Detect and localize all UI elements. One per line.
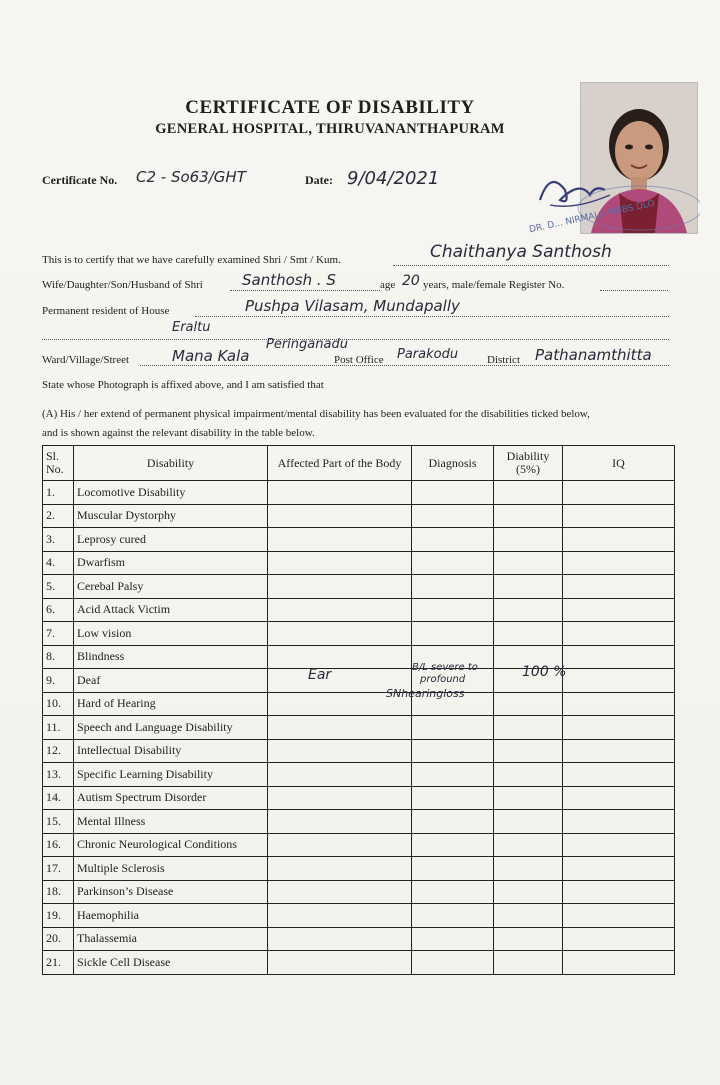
row-percent [494, 880, 563, 904]
row-number: 1. [43, 481, 74, 505]
row-percent [494, 692, 563, 716]
row-affected-part [268, 622, 412, 646]
date-label: Date: [305, 173, 333, 187]
row-affected-part [268, 739, 412, 763]
row-iq [563, 669, 675, 693]
row-disability-name: Low vision [74, 622, 268, 646]
table-row [43, 575, 675, 599]
row-affected-part [268, 833, 412, 857]
row-iq [563, 739, 675, 763]
applicant-name: Chaithanya Santhosh [430, 242, 612, 262]
header-disability-percent: Diability (5%) [494, 446, 563, 481]
row-iq [563, 528, 675, 552]
row-percent [494, 904, 563, 928]
row-iq [563, 598, 675, 622]
table-row [43, 927, 675, 951]
row-affected-part [268, 904, 412, 928]
row-affected-part [268, 645, 412, 669]
row-number: 11. [43, 716, 74, 740]
post-office-value: Peringanadu [266, 337, 348, 352]
table-row [43, 880, 675, 904]
row-iq [563, 763, 675, 787]
row-iq [563, 951, 675, 975]
row-number: 12. [43, 739, 74, 763]
house-value: Pushpa Vilasam, Mundapally [245, 297, 460, 315]
row-number: 7. [43, 622, 74, 646]
row-iq [563, 551, 675, 575]
row-diagnosis [412, 481, 494, 505]
row-percent [494, 810, 563, 834]
row-diagnosis [412, 551, 494, 575]
district-label: District [487, 354, 520, 366]
row-disability-name: Muscular Dystorphy [74, 504, 268, 528]
row-percent [494, 857, 563, 881]
table-row [43, 692, 675, 716]
name-dots [393, 265, 669, 266]
row-number: 2. [43, 504, 74, 528]
header-affected-part: Affected Part of the Body [268, 446, 412, 481]
address-dots [42, 339, 669, 340]
ward-label: Ward/Village/Street [42, 354, 130, 366]
row-disability-name: Locomotive Disability [74, 481, 268, 505]
ward-value: Mana Kala [172, 347, 250, 365]
row-affected-part [268, 927, 412, 951]
row-disability-name: Leprosy cured [74, 528, 268, 552]
table-row [43, 951, 675, 975]
table-row [43, 833, 675, 857]
row-disability-name: Multiple Sclerosis [74, 857, 268, 881]
row-number: 19. [43, 904, 74, 928]
deaf-percent: 100 % [522, 664, 567, 680]
row-diagnosis [412, 951, 494, 975]
row-affected-part [268, 528, 412, 552]
row-iq [563, 880, 675, 904]
header-diagnosis: Diagnosis [412, 446, 494, 481]
deaf-diagnosis-line2: profound [420, 674, 466, 685]
address-line-value: Eraltu [172, 320, 211, 335]
row-diagnosis [412, 575, 494, 599]
row-number: 5. [43, 575, 74, 599]
table-row [43, 904, 675, 928]
evaluation-statement: (A) His / her extend of permanent physical impairment/mental disability has been evaluated for the disabilities ticked below, [42, 408, 590, 420]
certify-label: This is to certify that we have carefully examined Shri / Smt / Kum. [42, 254, 341, 266]
row-diagnosis [412, 904, 494, 928]
row-affected-part [268, 951, 412, 975]
table-row [43, 669, 675, 693]
row-percent [494, 786, 563, 810]
row-iq [563, 857, 675, 881]
row-percent [494, 504, 563, 528]
deaf-diagnosis-line3: SNhearingloss [386, 687, 465, 700]
row-iq [563, 716, 675, 740]
table-row [43, 622, 675, 646]
row-diagnosis [412, 598, 494, 622]
row-disability-name: Specific Learning Disability [74, 763, 268, 787]
row-disability-name: Sickle Cell Disease [74, 951, 268, 975]
row-diagnosis [412, 622, 494, 646]
certificate-number-label: Certificate No. [42, 173, 118, 187]
row-affected-part [268, 716, 412, 740]
row-affected-part [268, 857, 412, 881]
row-number: 4. [43, 551, 74, 575]
row-disability-name: Mental Illness [74, 810, 268, 834]
disability-table [42, 445, 675, 975]
row-affected-part [268, 880, 412, 904]
date-value: 9/04/2021 [347, 168, 440, 189]
row-number: 14. [43, 786, 74, 810]
row-percent [494, 927, 563, 951]
certificate-title: CERTIFICATE OF DISABILITY [185, 97, 475, 118]
parent-name: Santhosh . S [242, 271, 336, 289]
row-percent [494, 551, 563, 575]
row-disability-name: Autism Spectrum Disorder [74, 786, 268, 810]
row-percent [494, 833, 563, 857]
row-affected-part [268, 575, 412, 599]
table-row [43, 504, 675, 528]
table-row [43, 763, 675, 787]
row-number: 18. [43, 880, 74, 904]
row-number: 21. [43, 951, 74, 975]
row-percent [494, 763, 563, 787]
row-number: 13. [43, 763, 74, 787]
header-iq: IQ [563, 446, 675, 481]
parent-dots [230, 290, 380, 291]
row-percent [494, 739, 563, 763]
table-row [43, 716, 675, 740]
district-prefix-value: Parakodu [397, 347, 459, 362]
table-row [43, 786, 675, 810]
row-diagnosis [412, 927, 494, 951]
photo-statement: State whose Photograph is affixed above, and I am satisfied that [42, 379, 324, 391]
row-disability-name: Cerebal Palsy [74, 575, 268, 599]
row-affected-part [268, 598, 412, 622]
deaf-affected-part: Ear [308, 667, 332, 683]
header-disability: Disability [74, 446, 268, 481]
relation-label: Wife/Daughter/Son/Husband of Shri [42, 279, 203, 291]
row-iq [563, 481, 675, 505]
row-disability-name: Intellectual Disability [74, 739, 268, 763]
row-number: 10. [43, 692, 74, 716]
house-dots [195, 316, 669, 317]
hospital-name: GENERAL HOSPITAL, THIRUVANANTHAPURAM [155, 121, 505, 137]
certificate-number-value: C2 - So63/GHT [136, 168, 246, 186]
row-diagnosis [412, 739, 494, 763]
register-dots [600, 290, 668, 291]
table-row [43, 598, 675, 622]
age-value: 20 [402, 273, 420, 289]
row-number: 3. [43, 528, 74, 552]
table-row [43, 481, 675, 505]
evaluation-statement-cont: and is shown against the relevant disability in the table below. [42, 427, 315, 439]
row-diagnosis [412, 857, 494, 881]
row-iq [563, 504, 675, 528]
row-affected-part [268, 504, 412, 528]
table-row [43, 528, 675, 552]
row-iq [563, 927, 675, 951]
table-row [43, 739, 675, 763]
doctor-stamp [520, 160, 700, 235]
row-number: 17. [43, 857, 74, 881]
row-number: 20. [43, 927, 74, 951]
row-diagnosis [412, 763, 494, 787]
deaf-diagnosis-line1: B/L severe to [412, 662, 478, 673]
table-row [43, 857, 675, 881]
row-percent [494, 528, 563, 552]
row-iq [563, 904, 675, 928]
row-diagnosis [412, 833, 494, 857]
row-affected-part [268, 481, 412, 505]
row-disability-name: Haemophilia [74, 904, 268, 928]
row-disability-name: Speech and Language Disability [74, 716, 268, 740]
row-affected-part [268, 551, 412, 575]
row-number: 15. [43, 810, 74, 834]
row-diagnosis [412, 880, 494, 904]
row-percent [494, 622, 563, 646]
post-office-label: Post Office [334, 354, 384, 366]
table-row [43, 645, 675, 669]
row-affected-part [268, 763, 412, 787]
row-number: 6. [43, 598, 74, 622]
row-percent [494, 598, 563, 622]
row-diagnosis [412, 504, 494, 528]
age-label: age [380, 279, 396, 291]
row-iq [563, 786, 675, 810]
stamp-text: DR. D... NIRMALA MBBS DLO [528, 198, 656, 236]
row-iq [563, 575, 675, 599]
row-percent [494, 716, 563, 740]
row-iq [563, 645, 675, 669]
row-disability-name: Blindness [74, 645, 268, 669]
age-suffix: years, male/female Register No. [423, 279, 565, 291]
row-percent [494, 575, 563, 599]
row-number: 16. [43, 833, 74, 857]
row-disability-name: Hard of Hearing [74, 692, 268, 716]
row-disability-name: Chronic Neurological Conditions [74, 833, 268, 857]
row-disability-name: Acid Attack Victim [74, 598, 268, 622]
row-iq [563, 622, 675, 646]
table-header-row [43, 446, 675, 481]
row-diagnosis [412, 716, 494, 740]
row-iq [563, 833, 675, 857]
row-disability-name: Thalassemia [74, 927, 268, 951]
row-percent [494, 481, 563, 505]
header-sl-no: Sl. No. [43, 446, 74, 481]
row-disability-name: Parkinson’s Disease [74, 880, 268, 904]
table-row [43, 810, 675, 834]
row-number: 8. [43, 645, 74, 669]
resident-label: Permanent resident of House [42, 305, 170, 317]
row-iq [563, 810, 675, 834]
row-disability-name: Deaf [74, 669, 268, 693]
ward-dots [140, 365, 669, 366]
row-affected-part [268, 810, 412, 834]
row-diagnosis [412, 528, 494, 552]
row-diagnosis [412, 810, 494, 834]
row-number: 9. [43, 669, 74, 693]
row-affected-part [268, 786, 412, 810]
row-percent [494, 951, 563, 975]
row-iq [563, 692, 675, 716]
row-disability-name: Dwarfism [74, 551, 268, 575]
table-row [43, 551, 675, 575]
district-value: Pathanamthitta [535, 346, 652, 364]
row-diagnosis [412, 786, 494, 810]
